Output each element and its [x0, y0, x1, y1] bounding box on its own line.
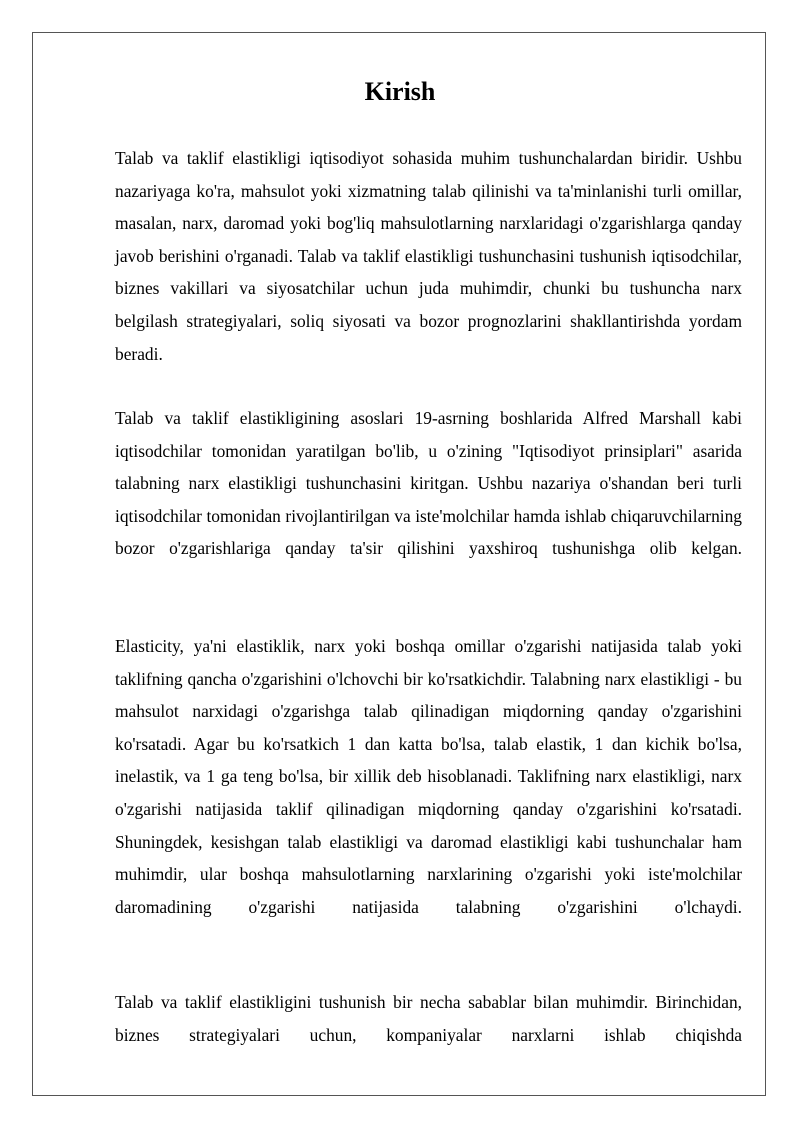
paragraph-1: Talab va taklif elastikligi iqtisodiyot sohasida muhim tushunchalardan biridir. Ushbu nazariyaga ko'ra, mahsulot yoki xizmatning talab qilinishi va ta'minlanishi turli omillar, masalan, narx, daromad yoki bog'liq mahsulotlarning narxlaridagi o'zgarishlarga qanday javob berishini o'rganadi. Talab va taklif elastikligi tushunchasini tushunish iqtisodchilar, biznes vakillari va siyosatchilar uchun juda muhimdir, chunki bu tushuncha narx belgilash strategiyalari, soliq siyosati va bozor prognozlarini shakllantirishda yordam beradi. [115, 148, 742, 364]
page-title: Kirish [364, 77, 436, 106]
paragraph-3: Elasticity, ya'ni elastiklik, narx yoki boshqa omillar o'zgarishi natijasida talab yoki taklifning qancha o'zgarishini o'lchovchi bir ko'rsatkichdir. Talabning narx elastikligi - bu mahsulot narxidagi o'zgarishga talab qilinadigan miqdorning qanday o'zgarishini ko'rsatadi. Agar bu ko'rsatkich 1 dan katta bo'lsa, talab elastik, 1 dan kichik bo'lsa, inelastik, va 1 ga teng bo'lsa, bir xillik deb hisoblanadi. Taklifning narx elastikligi, narx o'zgarishi natijasida taklif qilinadigan miqdorning qanday o'zgarishini ko'rsatadi. Shuningdek, kesishgan talab elastikligi va daromad elastikligi kabi tushunchalar ham muhimdir, ular boshqa mahsulotlarning narxlarining o'zgarishi yoki iste'molchilar daromadining o'zgarishi natijasida talabning o'zgarishini o'lchaydi. [115, 636, 742, 917]
paragraph-4: Talab va taklif elastikligini tushunish bir necha sabablar bilan muhimdir. Birinchidan, biznes strategiyalari uchun, kompaniyalar narxlarni ishlab chiqishda [115, 992, 742, 1045]
paragraph-2: Talab va taklif elastikligining asoslari 19-asrning boshlarida Alfred Marshall kabi iqtisodchilar tomonidan yaratilgan bo'lib, u o'zining "Iqtisodiyot prinsiplari" asarida talabning narx elastikligi tushunchasini kiritgan. Ushbu nazariya o'shandan beri turli iqtisodchilar tomonidan rivojlantirilgan va iste'molchilar hamda ishlab chiqaruvchilarning bozor o'zgarishlariga qanday ta'sir qilishini yaxshiroq tushunishga olib kelgan. [115, 408, 742, 559]
